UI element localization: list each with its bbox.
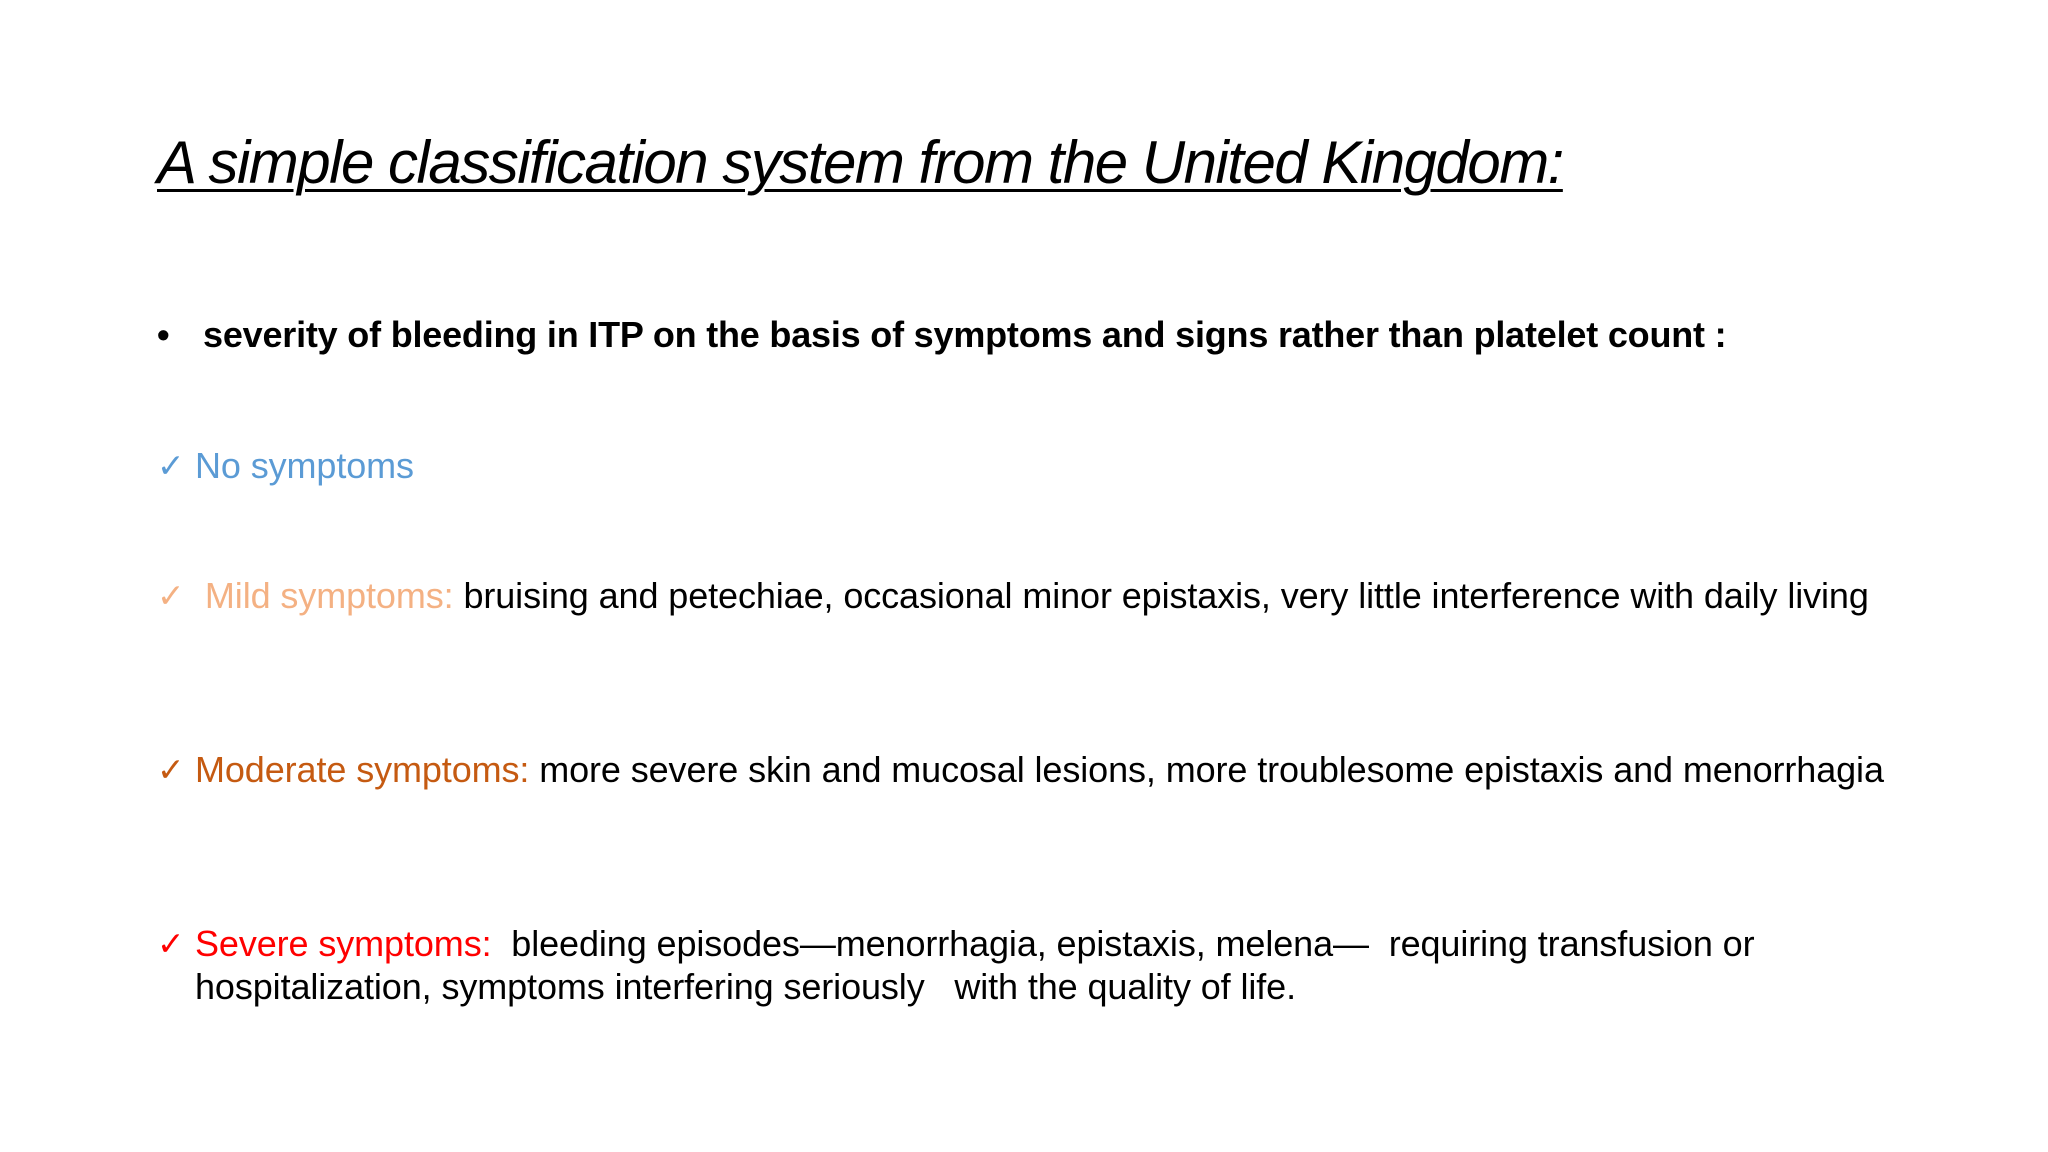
symptom-label: Mild symptoms: [195,575,454,616]
symptom-item-severe [157,922,1917,1008]
symptom-description: bleeding episodes—menorrhagia, epistaxis, melena— requiring transfusion or hospitalization, symptoms interfering seriously with the quality of life. [195,923,1765,1007]
bullet-point [157,314,1726,356]
checkmark-icon: ✓ [157,925,185,962]
checkmark-icon: ✓ [157,751,185,788]
bullet-dot-icon: • [157,314,170,355]
symptom-item-mild [157,574,1917,617]
symptom-item-moderate [157,748,1917,791]
symptom-description: more severe skin and mucosal lesions, more troublesome epistaxis and menorrhagia [529,749,1884,790]
symptom-label: No symptoms [195,445,414,486]
symptom-description: bruising and petechiae, occasional minor epistaxis, very little interference with daily living [453,575,1869,616]
symptom-label: Severe symptoms: [195,923,492,964]
checkmark-icon: ✓ [157,447,185,484]
symptom-label: Moderate symptoms: [195,749,530,790]
checkmark-icon: ✓ [157,577,185,614]
slide-title: A simple classification system from the United Kingdom: [157,129,1563,196]
bullet-text: severity of bleeding in ITP on the basis of symptoms and signs rather than platelet count : [203,314,1727,355]
symptom-item-none [157,444,1917,487]
